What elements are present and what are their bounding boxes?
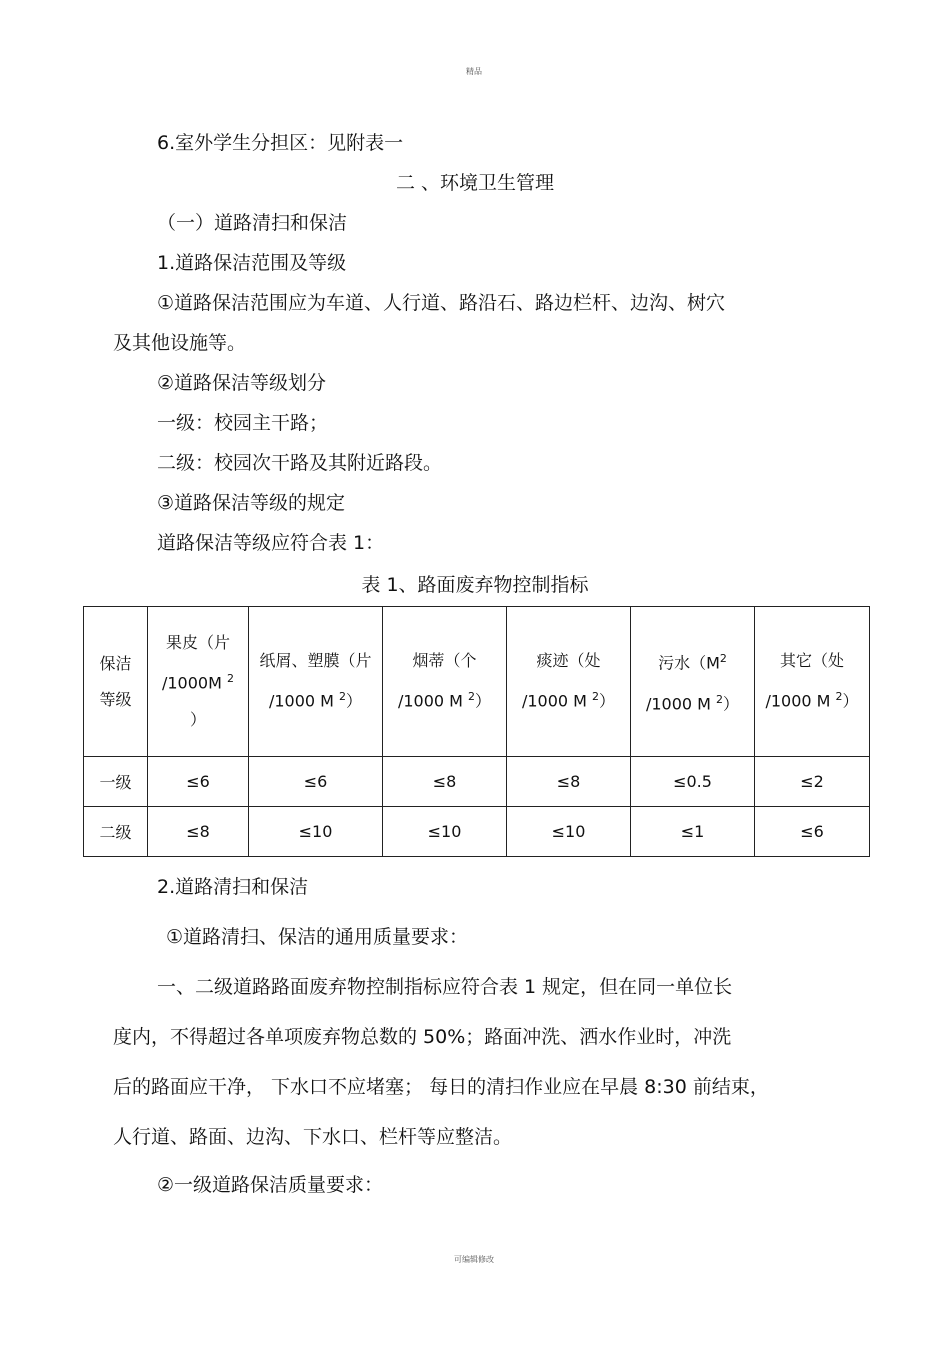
table-cell: ≤1 — [631, 807, 755, 857]
table-header-cell: 纸屑、塑膜（片 /1000 M $^2$） — [249, 607, 383, 757]
paragraph-line: 一级：校园主干路； — [157, 412, 329, 434]
paragraph-line: 后的路面应干净， 下水口不应堵塞； 每日的清扫作业应在早晨 8:30 前结束， — [113, 1076, 769, 1098]
paragraph-line: ②一级道路保洁质量要求： — [157, 1174, 384, 1196]
header-mark: 精品 — [466, 67, 482, 76]
paragraph-line: ①道路清扫、保洁的通用质量要求： — [166, 926, 469, 948]
table-cell: ≤2 — [755, 757, 870, 807]
control-index-table — [83, 606, 870, 857]
table-cell: ≤10 — [383, 807, 507, 857]
table-header-cell: 污水（$M^2$ /1000 M $^2$） — [631, 607, 755, 757]
text-line-1: 6.室外学生分担区：见附表一 — [157, 132, 404, 154]
table-header-cell: 痰迹（处 /1000 M $^2$） — [507, 607, 631, 757]
table-cell: ≤8 — [383, 757, 507, 807]
table-cell: ≤0.5 — [631, 757, 755, 807]
item-heading-1: 1.道路保洁范围及等级 — [157, 252, 347, 274]
table-header-cell: 果皮（片 /1000M $^2$ ） — [148, 607, 249, 757]
table-cell: ≤8 — [507, 757, 631, 807]
paragraph-line: 人行道、路面、边沟、下水口、栏杆等应整洁。 — [113, 1126, 513, 1148]
paragraph-line: ②道路保洁等级划分 — [157, 372, 327, 394]
table-caption: 表 1、路面废弃物控制指标 — [361, 574, 589, 596]
item-heading-2: 2.道路清扫和保洁 — [157, 876, 309, 898]
paragraph-line: 度内，不得超过各单项废弃物总数的 50%；路面冲洗、洒水作业时，冲洗 — [113, 1026, 732, 1048]
table-cell: ≤6 — [249, 757, 383, 807]
subsection-title: （一）道路清扫和保洁 — [157, 212, 348, 234]
table-cell: ≤8 — [148, 807, 249, 857]
footer-mark: 可编辑修改 — [454, 1255, 494, 1264]
paragraph-line: 二级：校园次干路及其附近路段。 — [157, 452, 443, 474]
table-cell: ≤6 — [148, 757, 249, 807]
paragraph-line: 道路保洁等级应符合表 1： — [157, 532, 385, 554]
table-row — [84, 807, 870, 857]
paragraph-line: ③道路保洁等级的规定 — [157, 492, 346, 514]
paragraph-line: 一、二级道路路面废弃物控制指标应符合表 1 规定，但在同一单位长 — [157, 976, 733, 998]
table-cell: ≤10 — [249, 807, 383, 857]
table-cell: 二级 — [84, 807, 148, 857]
table-cell: 一级 — [84, 757, 148, 807]
paragraph-line: 及其他设施等。 — [113, 332, 247, 354]
table-row — [84, 757, 870, 807]
section-title: 二 、环境卫生管理 — [395, 172, 555, 194]
table-header-cell: 烟蒂（个 /1000 M $^2$） — [383, 607, 507, 757]
table-header-row — [84, 607, 870, 757]
table-header-cell: 保洁 等级 — [84, 607, 148, 757]
table-cell: ≤6 — [755, 807, 870, 857]
paragraph-line: ①道路保洁范围应为车道、人行道、路沿石、路边栏杆、边沟、树穴 — [157, 292, 726, 314]
table-header-cell: 其它（处 /1000 M $^2$） — [755, 607, 870, 757]
table-cell: ≤10 — [507, 807, 631, 857]
